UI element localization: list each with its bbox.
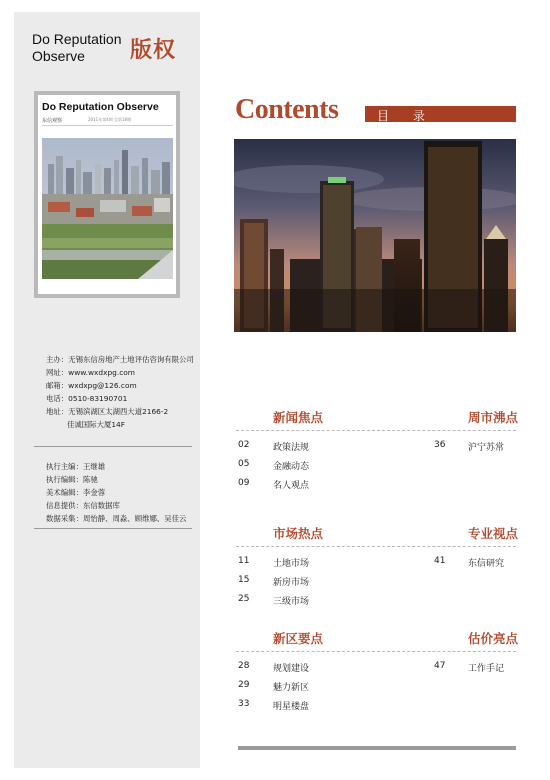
brand-line-1: Do Reputation [32, 31, 122, 47]
contents-label: 目 录 [377, 109, 435, 123]
toc-item[interactable]: 工作手记 [468, 664, 505, 674]
footer-rule [238, 746, 516, 750]
toc-item[interactable]: 名人观点 [273, 481, 310, 491]
toc-item[interactable]: 沪宁苏常 [468, 443, 505, 453]
staff-art-editor: 美术编辑：李金蓉 [46, 488, 106, 497]
section-title-professional: 专业视点 [468, 526, 519, 541]
page-number: 11 [238, 556, 250, 566]
page-number: 09 [238, 478, 250, 488]
staff-chief-editor: 执行主编：王继雄 [46, 462, 106, 471]
toc-item[interactable]: 魅力新区 [273, 683, 310, 693]
toc-item[interactable]: 政策法规 [273, 443, 310, 453]
section-title-weekly: 周市沸点 [468, 410, 519, 425]
page-number: 25 [238, 594, 250, 604]
section-rule-2 [236, 546, 516, 547]
info-email: 邮箱：wxdxpg@126.com [46, 381, 137, 390]
toc-item[interactable]: 明星楼盘 [273, 702, 310, 712]
toc-item[interactable]: 金融动态 [273, 462, 310, 472]
brand-title [32, 31, 122, 65]
section-title-news: 新闻焦点 [273, 410, 324, 425]
page-number: 05 [238, 459, 250, 469]
cover-city-photo [42, 138, 173, 279]
page-number: 36 [434, 440, 446, 450]
section-title-district: 新区要点 [273, 631, 324, 646]
sidebar-divider-top [34, 446, 192, 447]
staff-info-source: 信息提供：东信数据库 [46, 501, 120, 510]
toc-item[interactable]: 规划建设 [273, 664, 310, 674]
page-number: 41 [434, 556, 446, 566]
cover-subtitle: 东信观察 [42, 118, 63, 124]
page-number: 28 [238, 661, 250, 671]
contents-label-bar [365, 106, 516, 122]
toc-item[interactable]: 土地市场 [273, 559, 310, 569]
page-number: 33 [238, 699, 250, 709]
section-rule-3 [236, 651, 516, 652]
info-website: 网址：www.wxdxpg.com [46, 368, 135, 377]
info-address: 地址：无锡滨湖区太湖西大道2166-2 [46, 407, 169, 416]
section-title-market: 市场热点 [273, 526, 324, 541]
cover-issue: 2011年第4期 总第18期 [88, 117, 132, 122]
page-number: 02 [238, 440, 250, 450]
sidebar-divider-bottom [34, 528, 192, 529]
copyright-label: 版权 [130, 38, 177, 63]
toc-item[interactable]: 东信研究 [468, 559, 505, 569]
section-title-appraisal: 估价亮点 [468, 631, 519, 646]
toc-item[interactable]: 三级市场 [273, 597, 310, 607]
info-phone: 电话：0510-83190701 [46, 394, 128, 403]
page-number: 15 [238, 575, 250, 585]
info-address-line2: 佳诚国际大厦14F [67, 420, 125, 429]
cover-title: Do Reputation Observe [42, 101, 159, 113]
info-sponsor: 主办：无锡东信房地产土地评估咨询有限公司 [46, 355, 194, 364]
staff-data-collection: 数据采集：周怡静、周淼、顾维娜、吴佳云 [46, 514, 187, 523]
brand-line-2: Observe [32, 48, 85, 64]
page-number: 29 [238, 680, 250, 690]
contents-title: Contents [235, 94, 339, 125]
magazine-cover [34, 91, 180, 298]
section-rule-1 [236, 430, 516, 431]
page-number: 47 [434, 661, 446, 671]
hero-skyline-photo [234, 139, 516, 332]
toc-item[interactable]: 新房市场 [273, 578, 310, 588]
cover-divider [42, 125, 173, 126]
staff-editor: 执行编辑：陈驰 [46, 475, 98, 484]
